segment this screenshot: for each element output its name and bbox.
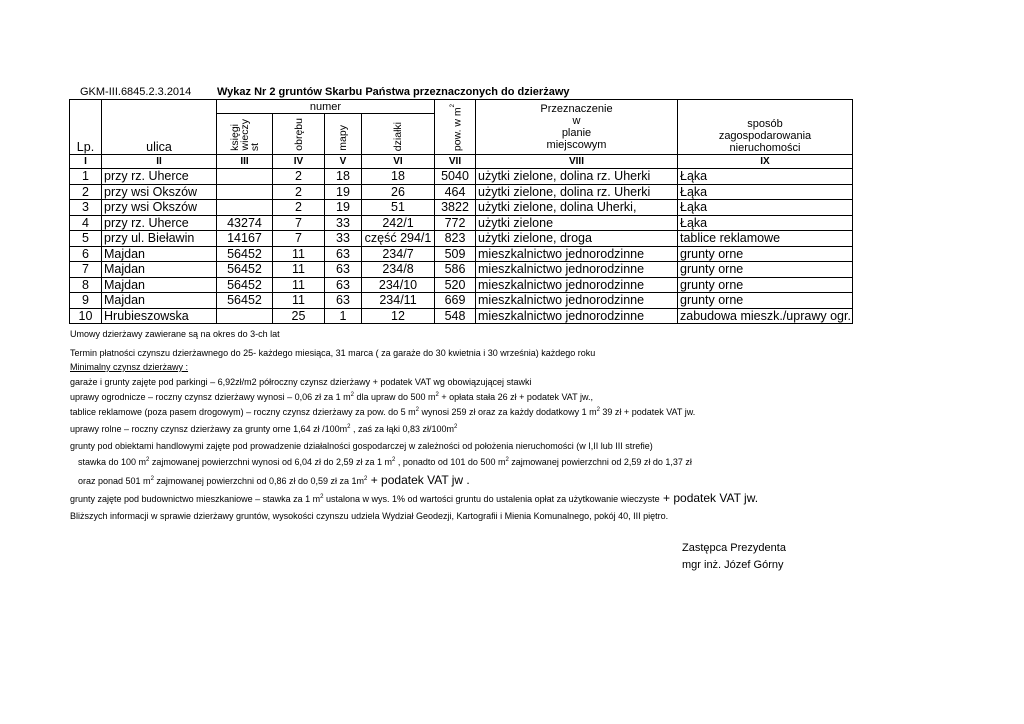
cell-przezn: użytki zielone — [476, 215, 678, 231]
note-commercial-over-500: oraz ponad 501 $m^2$ zajmowanej powierzchni od 0,86 zł do 0,59 zł za $1m^2$ + podatek VAT jw . — [78, 473, 470, 487]
cell-lp: 5 — [70, 231, 102, 247]
table-row — [70, 277, 853, 293]
cell-ulica: Hrubieszowska — [102, 308, 217, 324]
cell-sposob: grunty orne — [678, 246, 853, 262]
cell-sposob: zabudowa mieszk./uprawy ogr. — [678, 308, 853, 324]
note-lease-term: Umowy dzierżawy zawierane są na okres do 3-ch lat — [70, 329, 280, 339]
cell-dzialki: 51 — [362, 200, 435, 216]
cell-dzialki: 234/10 — [362, 277, 435, 293]
cell-lp: 6 — [70, 246, 102, 262]
header-area: pow. w $m^2$ — [435, 100, 476, 155]
cell-ksiegi: 43274 — [217, 215, 273, 231]
cell-mapy: 33 — [325, 231, 362, 247]
cell-ksiegi: 56452 — [217, 293, 273, 309]
cell-przezn: użytki zielone, droga — [476, 231, 678, 247]
cell-pow: 548 — [435, 308, 476, 324]
cell-lp: 3 — [70, 200, 102, 216]
note-gardens: uprawy ogrodnicze – roczny czynsz dzierżawy wynosi – 0,06 zł za 1 $m^2$ dla upraw do 500 $m^2$ + opłata stała 26 zł + podatek VAT jw., — [70, 392, 593, 402]
header-obrebu: obrębu — [273, 114, 325, 155]
cell-ksiegi: 56452 — [217, 262, 273, 278]
cell-ksiegi: 14167 — [217, 231, 273, 247]
note-contact: Bliższych informacji w sprawie dzierżawy gruntów, wysokości czynszu udziela Wydział Geodezji, Kartografii i Mienia Komunalnego, pokój 40, III piętro. — [70, 511, 669, 521]
note-garages: garaże i grunty zajęte pod parkingi – 6,92zł/m2 półroczny czynsz dzierżawy + podatek VAT wg obowiązującej stawki — [70, 377, 532, 387]
cell-mapy: 63 — [325, 277, 362, 293]
cell-lp: 10 — [70, 308, 102, 324]
cell-sposob: Łąka — [678, 184, 853, 200]
cell-przezn: mieszkalnictwo jednorodzinne — [476, 308, 678, 324]
cell-mapy: 19 — [325, 184, 362, 200]
cell-mapy: 63 — [325, 246, 362, 262]
roman-numeral-row: I II III IV V VI VII VIII IX — [70, 155, 853, 169]
header-przeznaczenie: Przeznaczenie w planie miejscowym — [476, 100, 678, 155]
cell-lp: 8 — [70, 277, 102, 293]
note-billboards: tablice reklamowe (poza pasem drogowym) – roczny czynsz dzierżawy za pow. do 5 $m^2$ wynosi 259 zł oraz za każdy dodatkowy 1 $m^2$ 39 zł + podatek VAT jw. — [70, 407, 696, 417]
cell-przezn: użytki zielone, dolina rz. Uherki — [476, 184, 678, 200]
cell-ulica: przy ul. Bieławin — [102, 231, 217, 247]
cell-obrebu: 2 — [273, 169, 325, 185]
cell-sposob: Łąka — [678, 200, 853, 216]
cell-mapy: 63 — [325, 293, 362, 309]
signature-name: mgr inż. Józef Górny — [682, 559, 784, 571]
cell-sposob: tablice reklamowe — [678, 231, 853, 247]
cell-mapy: 18 — [325, 169, 362, 185]
cell-pow: 464 — [435, 184, 476, 200]
table-row — [70, 169, 853, 185]
land-table — [69, 99, 853, 324]
cell-pow: 3822 — [435, 200, 476, 216]
header-dzialki: działki — [362, 114, 435, 155]
cell-ksiegi — [217, 308, 273, 324]
cell-ulica: przy wsi Okszów — [102, 184, 217, 200]
cell-obrebu: 11 — [273, 262, 325, 278]
cell-przezn: mieszkalnictwo jednorodzinne — [476, 293, 678, 309]
header-lp: Lp. — [70, 100, 102, 155]
cell-lp: 4 — [70, 215, 102, 231]
cell-obrebu: 2 — [273, 200, 325, 216]
cell-ulica: Majdan — [102, 246, 217, 262]
cell-mapy: 1 — [325, 308, 362, 324]
cell-pow: 772 — [435, 215, 476, 231]
cell-ksiegi — [217, 200, 273, 216]
cell-lp: 7 — [70, 262, 102, 278]
note-commercial-rates: stawka do 100 $m^2$ zajmowanej powierzchni wynosi od 6,04 zł do 2,59 zł za 1 $m^2$ , ponadto od 101 do 500 $m^2$ zajmowanej powierzchni od 2,59 zł do 1,37 zł — [78, 457, 692, 467]
cell-ksiegi: 56452 — [217, 246, 273, 262]
cell-pow: 5040 — [435, 169, 476, 185]
cell-dzialki: 12 — [362, 308, 435, 324]
note-housing: grunty zajęte pod budownictwo mieszkaniowe – stawka za 1 $m^2$ ustalona w wys. 1% od wartości gruntu do ustalenia opłat za użytkowanie wieczyste + podatek VAT jw. — [70, 491, 759, 505]
table-row — [70, 293, 853, 309]
cell-przezn: mieszkalnictwo jednorodzinne — [476, 262, 678, 278]
cell-pow: 509 — [435, 246, 476, 262]
header-ulica: ulica — [102, 100, 217, 155]
cell-pow: 669 — [435, 293, 476, 309]
cell-obrebu: 25 — [273, 308, 325, 324]
cell-ulica: przy rz. Uherce — [102, 215, 217, 231]
cell-mapy: 33 — [325, 215, 362, 231]
cell-ksiegi: 56452 — [217, 277, 273, 293]
cell-pow: 586 — [435, 262, 476, 278]
note-commercial: grunty pod obiektami handlowymi zajęte pod prowadzenie działalności gospodarczej w zależności od położenia nieruchomości (w I,II lub III strefie) — [70, 441, 653, 451]
table-row — [70, 308, 853, 324]
table-row — [70, 246, 853, 262]
cell-sposob: Łąka — [678, 169, 853, 185]
cell-pow: 823 — [435, 231, 476, 247]
cell-dzialki: 242/1 — [362, 215, 435, 231]
cell-ulica: przy rz. Uherce — [102, 169, 217, 185]
note-payment-deadline: Termin płatności czynszu dzierżawnego do 25- każdego miesiąca, 31 marca ( za garaże do 30 kwietnia i 30 września) każdego roku — [70, 348, 596, 358]
note-farmland: uprawy rolne – roczny czynsz dzierżawy za grunty orne 1,64 zł $/100m^2$ , zaś za łąki 0,83 $zł/100m^2$ — [70, 424, 458, 434]
cell-dzialki: 18 — [362, 169, 435, 185]
header-sposob: sposób zagospodarowania nieruchomości — [678, 100, 853, 155]
table-row — [70, 262, 853, 278]
cell-dzialki: 234/7 — [362, 246, 435, 262]
cell-sposob: grunty orne — [678, 277, 853, 293]
cell-dzialki: część 294/1 — [362, 231, 435, 247]
document-reference: GKM-III.6845.2.3.2014 — [80, 86, 192, 98]
cell-ulica: przy wsi Okszów — [102, 200, 217, 216]
cell-lp: 2 — [70, 184, 102, 200]
cell-przezn: użytki zielone, dolina Uherki, — [476, 200, 678, 216]
cell-lp: 9 — [70, 293, 102, 309]
cell-ksiegi — [217, 169, 273, 185]
cell-sposob: grunty orne — [678, 293, 853, 309]
cell-obrebu: 11 — [273, 277, 325, 293]
cell-ulica: Majdan — [102, 262, 217, 278]
cell-mapy: 63 — [325, 262, 362, 278]
cell-przezn: mieszkalnictwo jednorodzinne — [476, 246, 678, 262]
cell-dzialki: 26 — [362, 184, 435, 200]
document-title: Wykaz Nr 2 gruntów Skarbu Państwa przeznaczonych do dzierżawy — [217, 86, 570, 98]
signature-role: Zastępca Prezydenta — [682, 542, 786, 554]
cell-obrebu: 11 — [273, 246, 325, 262]
cell-sposob: grunty orne — [678, 262, 853, 278]
table-row — [70, 231, 853, 247]
cell-obrebu: 11 — [273, 293, 325, 309]
header-mapy: mapy — [325, 114, 362, 155]
cell-obrebu: 7 — [273, 215, 325, 231]
cell-pow: 520 — [435, 277, 476, 293]
header-numer: numer — [217, 100, 435, 114]
cell-ulica: Majdan — [102, 293, 217, 309]
cell-przezn: mieszkalnictwo jednorodzinne — [476, 277, 678, 293]
table-row — [70, 184, 853, 200]
cell-dzialki: 234/11 — [362, 293, 435, 309]
cell-lp: 1 — [70, 169, 102, 185]
cell-mapy: 19 — [325, 200, 362, 216]
table-row — [70, 200, 853, 216]
cell-przezn: użytki zielone, dolina rz. Uherki — [476, 169, 678, 185]
cell-obrebu: 7 — [273, 231, 325, 247]
cell-obrebu: 2 — [273, 184, 325, 200]
header-ksiegi: księgiwieczyst — [217, 114, 273, 155]
note-min-rent-heading: Minimalny czynsz dzierżawy : — [70, 362, 189, 372]
cell-sposob: Łąka — [678, 215, 853, 231]
cell-ulica: Majdan — [102, 277, 217, 293]
cell-ksiegi — [217, 184, 273, 200]
table-row — [70, 215, 853, 231]
cell-dzialki: 234/8 — [362, 262, 435, 278]
